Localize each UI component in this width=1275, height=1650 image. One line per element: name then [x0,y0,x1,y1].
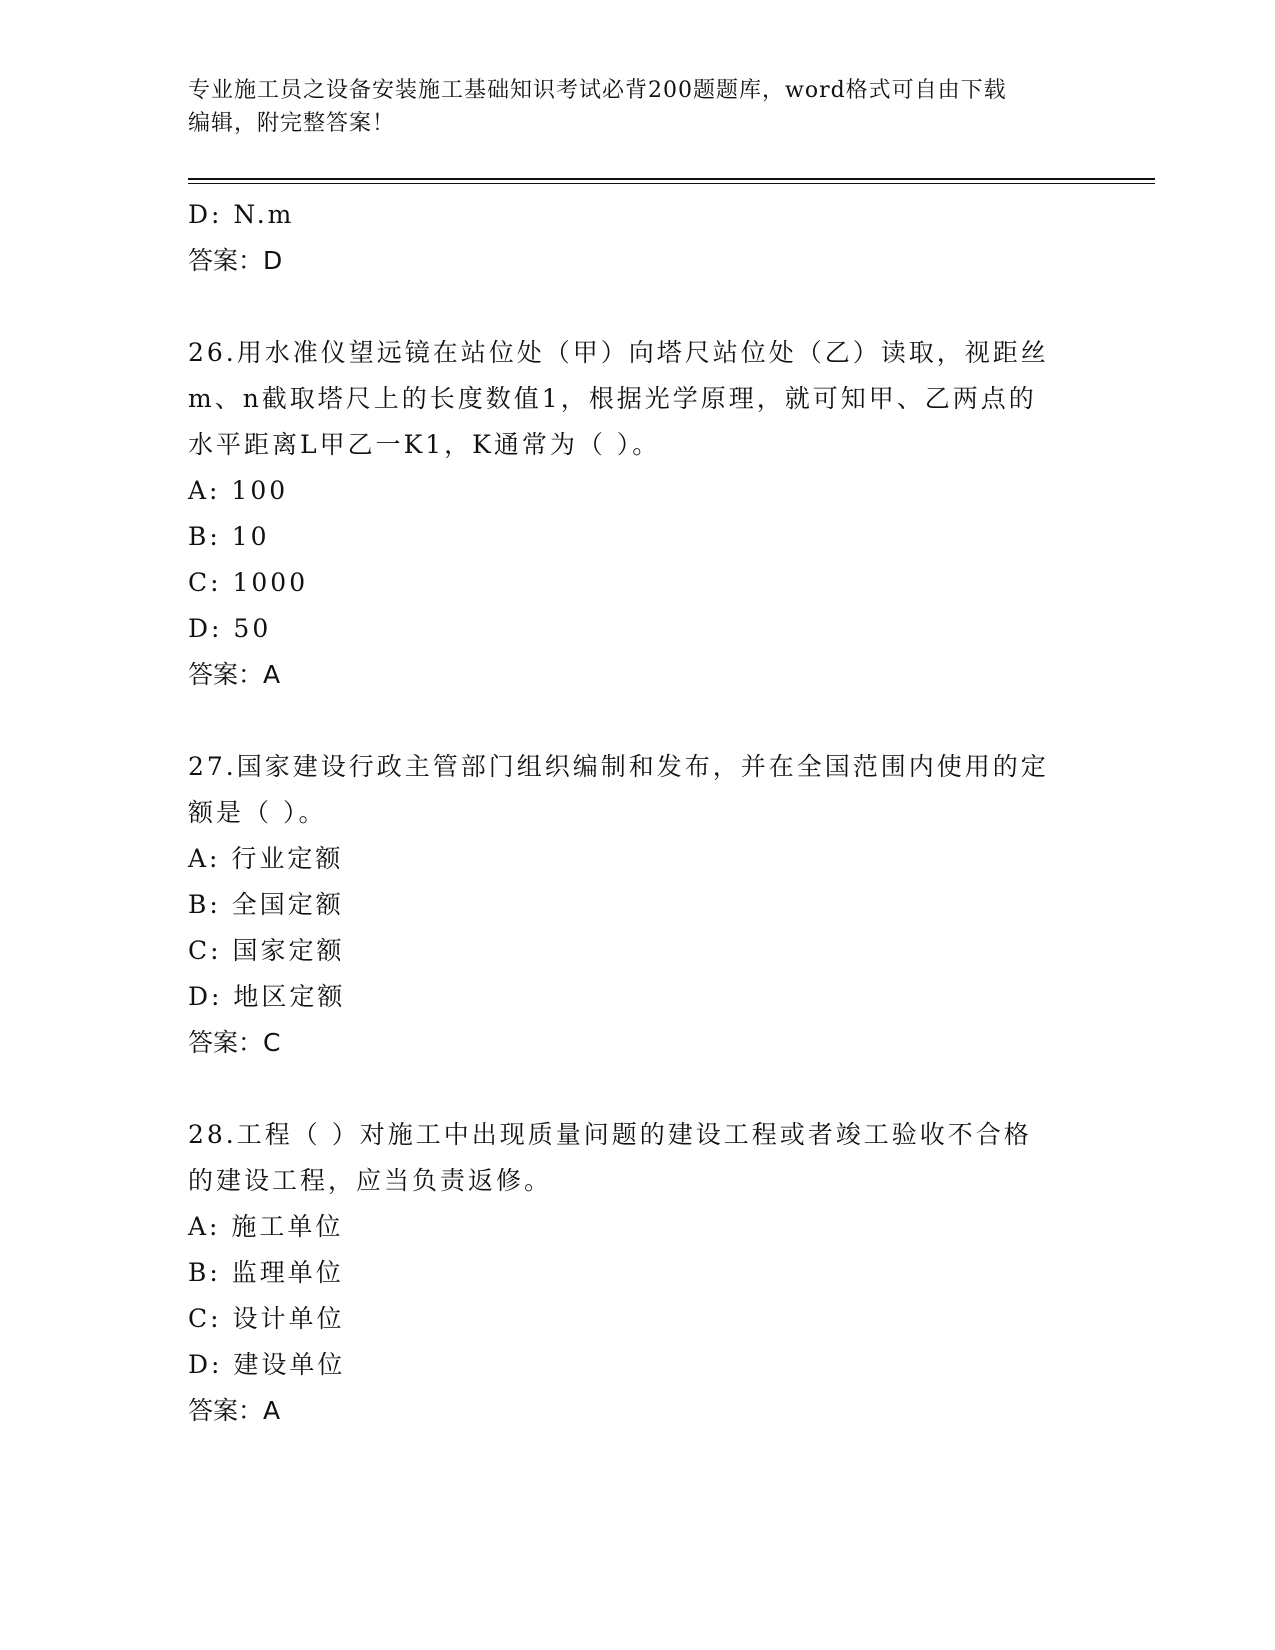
page-header [188,74,1088,140]
answer: 答案：A [188,660,281,689]
spacer [188,1066,1088,1112]
option-a: A: 行业定额 [188,844,344,873]
question-stem-line: 水平距离L甲乙一K1，K通常为（ ）。 [188,430,661,459]
option-a: A: 施工单位 [188,1212,344,1241]
prev-option-d: D: N.m [188,200,295,229]
header-divider-thin [188,183,1155,184]
answer: 答案：A [188,1396,281,1425]
prev-answer: 答案：D [188,246,283,275]
question-stem-line: 的建设工程，应当负责返修。 [188,1166,553,1195]
question-stem-line: 27.国家建设行政主管部门组织编制和发布，并在全国范围内使用的定 [188,752,1049,781]
question-stem-line: m、n截取塔尺上的长度数值1，根据光学原理，就可知甲、乙两点的 [188,384,1037,413]
question-stem-line: 26.用水准仪望远镜在站位处（甲）向塔尺站位处（乙）读取，视距丝 [188,338,1049,367]
header-title-line-2: 编辑，附完整答案！ [188,111,396,136]
option-c: C: 国家定额 [188,936,345,965]
option-d: D: 50 [188,614,272,643]
spacer [188,284,1088,330]
option-b: B: 全国定额 [188,890,344,919]
question-27 [188,744,1088,1066]
option-c: C: 设计单位 [188,1304,345,1333]
option-d: D: 地区定额 [188,982,346,1011]
question-list [188,192,1088,1434]
option-b: B: 监理单位 [188,1258,344,1287]
header-title-line-1: 专业施工员之设备安装施工基础知识考试必背200题题库，word格式可自由下载 [188,78,1007,103]
option-a: A: 100 [188,476,289,505]
question-26 [188,330,1088,698]
option-b: B: 10 [188,522,270,551]
question-28 [188,1112,1088,1434]
spacer [188,698,1088,744]
option-d: D: 建设单位 [188,1350,346,1379]
question-stem-line: 额是（ ）。 [188,798,327,827]
header-divider-thick [188,178,1155,180]
question-stem-line: 28.工程（ ）对施工中出现质量问题的建设工程或者竣工验收不合格 [188,1120,1032,1149]
option-c: C: 1000 [188,568,309,597]
answer: 答案：C [188,1028,281,1057]
